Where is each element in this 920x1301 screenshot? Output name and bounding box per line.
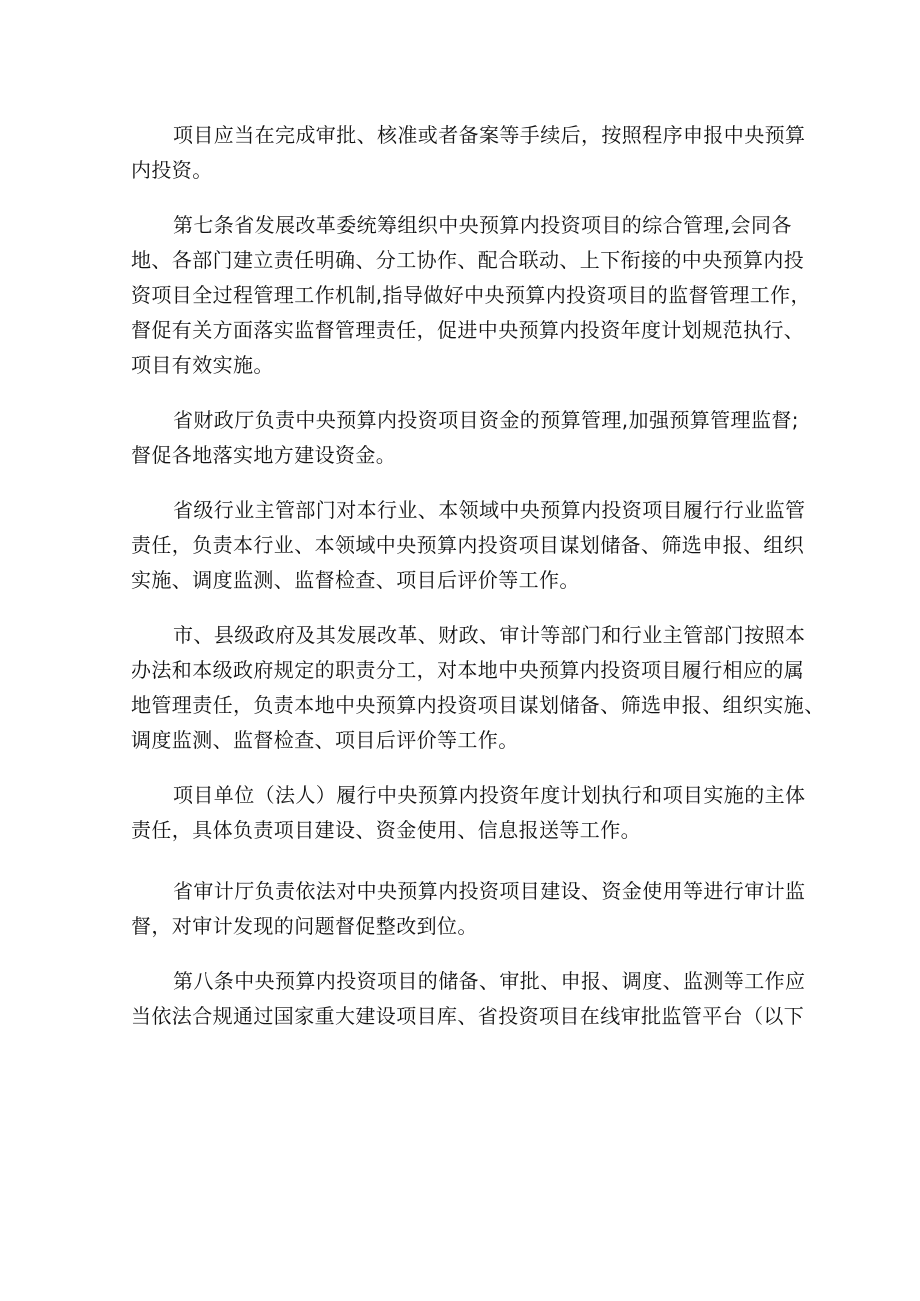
text-line: 省级行业主管部门对本行业、本领域中央预算内投资项目履行行业监管 (173, 498, 806, 522)
text-line: 项目有效实施。 (131, 353, 274, 377)
text-line: 资项目全过程管理工作机制,指导做好中央预算内投资项目的监督管理工作， (131, 283, 811, 307)
text-line: 实施、调度监测、监督检查、项目后评价等工作。 (131, 568, 580, 592)
paragraph-article-8 (131, 964, 806, 1034)
text-line: 督促各地落实地方建设资金。 (131, 443, 397, 467)
text-line: 调度监测、监督检查、项目后评价等工作。 (131, 728, 519, 752)
text-line: 省财政厅负责中央预算内投资项目资金的预算管理,加强预算管理监督; (173, 408, 799, 432)
text-line: 督促有关方面落实监督管理责任，促进中央预算内投资年度计划规范执行、 (131, 318, 805, 342)
paragraph-audit-dept (131, 874, 806, 944)
text-line: 省审计厅负责依法对中央预算内投资项目建设、资金使用等进行审计监 (173, 879, 806, 903)
text-line: 地管理责任，负责本地中央预算内投资项目谋划储备、筛选申报、组织实施、 (131, 693, 825, 717)
paragraph-project-declaration (131, 118, 806, 188)
paragraph-project-unit (131, 778, 806, 848)
paragraph-local-government (131, 618, 825, 758)
paragraph-article-7 (131, 208, 811, 383)
paragraph-finance-dept (131, 403, 797, 473)
text-line: 地、各部门建立责任明确、分工协作、配合联动、上下衔接的中央预算内投 (131, 248, 805, 272)
text-line: 项目单位（法人）履行中央预算内投资年度计划执行和项目实施的主体 (173, 783, 806, 807)
text-line: 督，对审计发现的问题督促整改到位。 (131, 914, 478, 938)
text-line: 第七条省发展改革委统筹组织中央预算内投资项目的综合管理,会同各 (173, 213, 792, 237)
text-line: 项目应当在完成审批、核准或者备案等手续后，按照程序申报中央预算 (173, 123, 806, 147)
text-line: 责任，负责本行业、本领域中央预算内投资项目谋划储备、筛选申报、组织 (131, 533, 805, 557)
text-line: 第八条中央预算内投资项目的储备、审批、申报、调度、监测等工作应 (173, 969, 806, 993)
text-line: 内投资。 (131, 158, 213, 182)
document-page (131, 118, 825, 1034)
text-line: 责任，具体负责项目建设、资金使用、信息报送等工作。 (131, 818, 641, 842)
paragraph-industry-dept (131, 493, 806, 598)
text-line: 市、县级政府及其发展改革、财政、审计等部门和行业主管部门按照本 (173, 623, 806, 647)
text-line: 办法和本级政府规定的职责分工，对本地中央预算内投资项目履行相应的属 (131, 658, 805, 682)
text-line: 当依法合规通过国家重大建设项目库、省投资项目在线审批监管平台（以下 (131, 1004, 805, 1028)
